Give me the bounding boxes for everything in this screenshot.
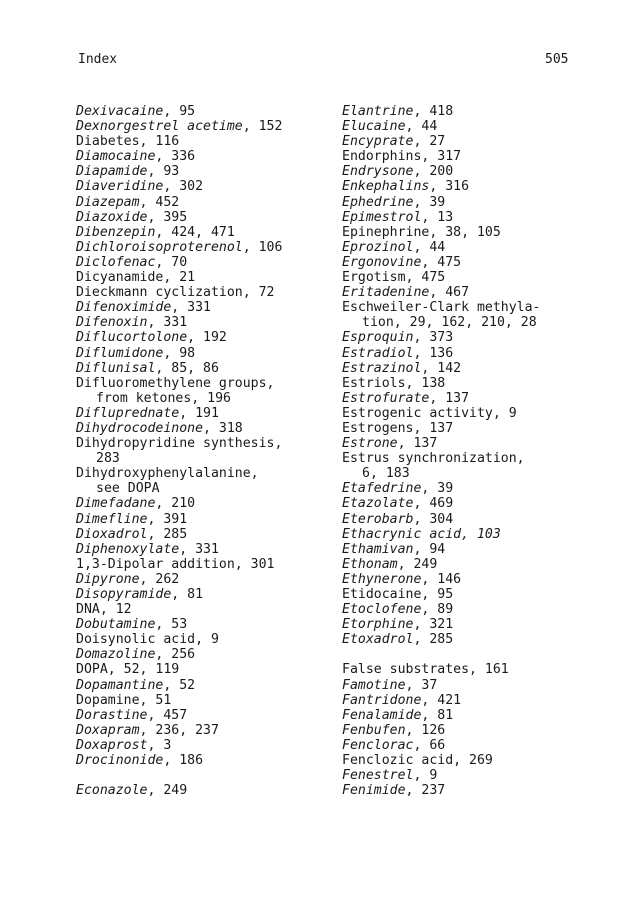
index-entry [76, 179, 338, 194]
entry-term: from ketones [96, 390, 192, 406]
index-entry [76, 527, 338, 542]
entry-term: DOPA [76, 662, 108, 678]
entry-page-refs: , 318 [203, 420, 243, 436]
entry-page-refs: , 12 [99, 602, 132, 618]
entry-page-refs: , 475 [421, 254, 462, 270]
entry-page-refs: , 373 [413, 330, 454, 346]
entry-term: Fenclorac [342, 737, 414, 753]
entry-page-refs: , 44 [413, 239, 446, 255]
index-entry [342, 557, 644, 572]
index-entry [342, 662, 644, 677]
entry-term: Dioxadrol [76, 526, 148, 542]
entry-term: Estrogens [342, 420, 414, 436]
entry-term: Dieckmann cyclization [76, 285, 243, 301]
entry-term: Estrone [342, 436, 398, 452]
index-entry [342, 451, 644, 466]
entry-term: Diaveridine [76, 179, 164, 195]
entry-page-refs: , 95 [421, 587, 454, 602]
entry-term: Diazoxide [76, 209, 148, 225]
entry-term: Estrofurate [342, 390, 430, 406]
entry-page-refs: , 191 [179, 405, 219, 421]
entry-page-refs: , 146 [421, 571, 462, 587]
entry-term: Diazepam [76, 194, 140, 210]
entry-term: 1,3-Dipolar addition [76, 556, 235, 572]
index-entry [76, 149, 338, 164]
entry-page-refs: , 457 [147, 707, 188, 723]
index-entry-continuation [342, 466, 644, 481]
entry-term: Estradiol [342, 345, 414, 361]
entry-term: Eterobarb [342, 511, 414, 527]
entry-term: Elantrine [342, 104, 414, 119]
entry-term: Ergotism [342, 270, 406, 286]
entry-term: Endrysone [342, 164, 414, 180]
index-entry [76, 753, 338, 768]
entry-page-refs: , 21 [163, 270, 196, 286]
entry-page-refs: , 9 [492, 405, 517, 421]
entry-term: Etazolate [342, 496, 414, 512]
index-entry [76, 270, 338, 285]
entry-page-refs: , 142 [421, 360, 462, 376]
index-entry [76, 678, 338, 693]
index-entry [342, 104, 644, 119]
index-entry [342, 512, 644, 527]
entry-term: see DOPA [96, 481, 160, 497]
entry-page-refs: , 38, 105 [429, 224, 501, 240]
running-header-title: Index [78, 52, 118, 67]
entry-term: Etoxadrol [342, 632, 414, 648]
entry-term: Diapamide [76, 164, 148, 180]
entry-term: Difenoximide [76, 300, 172, 316]
entry-spacer [342, 647, 644, 662]
entry-page-refs: , 126 [405, 722, 446, 738]
entry-page-refs: , 98 [163, 345, 196, 361]
entry-term: Ethacrynic acid, 103 [342, 526, 501, 542]
index-entry [76, 662, 338, 677]
index-entry [76, 240, 338, 255]
entry-page-refs: , 210 [155, 496, 196, 512]
entry-page-refs: , 95 [163, 104, 196, 119]
entry-term: Doxaprost [76, 737, 148, 753]
entry-page-refs: , 137 [397, 436, 438, 452]
entry-page-refs: , 304 [413, 511, 454, 527]
entry-page-refs: , 469 [413, 496, 454, 512]
entry-term: Etidocaine [342, 587, 422, 602]
entry-page-refs: , 321 [413, 617, 454, 633]
entry-page-refs: , 13 [421, 209, 454, 225]
entry-term: Diphenoxylate [76, 541, 180, 557]
index-entry [76, 496, 338, 511]
entry-term: 283 [96, 451, 120, 467]
index-entry [76, 602, 338, 617]
entry-page-refs: , 418 [413, 104, 454, 119]
entry-term: Epimestrol [342, 209, 422, 225]
entry-page-refs: , 89 [421, 602, 454, 618]
entry-term: Dimefline [76, 511, 148, 527]
entry-term: Domazoline [76, 647, 156, 663]
entry-term: DNA [76, 602, 100, 618]
entry-term: Eschweiler-Clark methyla- [342, 300, 541, 316]
index-entry [342, 361, 644, 376]
entry-term: Diclofenac [76, 254, 156, 270]
entry-term: Estrus synchronization, [342, 451, 525, 467]
entry-term: Dopamantine [76, 677, 164, 693]
entry-page-refs: , 200 [413, 164, 454, 180]
index-entry [76, 632, 338, 647]
entry-term: Dihydroxyphenylalanine, [76, 466, 259, 482]
entry-term: Esproquin [342, 330, 414, 346]
index-entry [342, 149, 644, 164]
entry-page-refs: , 138 [405, 375, 446, 391]
entry-term: Etoclofene [342, 602, 422, 618]
index-column-left [76, 104, 338, 798]
entry-page-refs: , 262 [139, 571, 180, 587]
entry-page-refs: , 93 [147, 164, 180, 180]
entry-term: Eritadenine [342, 285, 430, 301]
entry-term: Dimefadane [76, 496, 156, 512]
entry-page-refs: , 237 [405, 783, 446, 799]
entry-term: tion, 29, 162, 210, 28 [362, 315, 537, 331]
entry-term: Diabetes [76, 134, 140, 150]
entry-term: Estriols [342, 375, 406, 391]
entry-term: Fantridone [342, 692, 422, 708]
entry-term: Dexivacaine [76, 104, 164, 119]
entry-term: Famotine [342, 677, 406, 693]
entry-page-refs: , 391 [147, 511, 188, 527]
entry-term: Fenimide [342, 783, 406, 799]
index-entry-continuation [76, 481, 338, 496]
index-entry [342, 119, 644, 134]
index-column-right [342, 104, 644, 798]
entry-term: Dihydropyridine synthesis, [76, 436, 283, 452]
entry-page-refs: , 236, 237 [139, 722, 219, 738]
entry-page-refs: , 85, 86 [155, 360, 219, 376]
entry-term: Doxapram [76, 722, 140, 738]
entry-page-refs: , 136 [413, 345, 454, 361]
entry-term: Dihydrocodeinone [76, 420, 204, 436]
entry-page-refs: , 152 [242, 119, 283, 135]
index-entry [342, 738, 644, 753]
index-entry [342, 527, 644, 542]
index-entry [76, 708, 338, 723]
entry-term: Ephedrine [342, 194, 414, 210]
entry-term: Diflucortolone [76, 330, 188, 346]
index-entry [342, 587, 644, 602]
entry-page-refs: , 331 [179, 541, 219, 557]
index-entry [342, 436, 644, 451]
entry-page-refs: , 39 [421, 481, 454, 497]
entry-spacer [76, 768, 338, 783]
index-entry-continuation [342, 315, 644, 330]
index-entry [76, 210, 338, 225]
index-entry [342, 225, 644, 240]
index-entry [342, 708, 644, 723]
entry-term: Estrogenic activity [342, 405, 493, 421]
index-entry [76, 285, 338, 300]
entry-term: Endorphins [342, 149, 422, 165]
entry-term: Dobutamine [76, 617, 156, 633]
entry-term: Ethonam [342, 556, 398, 572]
index-entry [76, 406, 338, 421]
index-entry [342, 300, 644, 315]
entry-page-refs: , 249 [397, 556, 438, 572]
entry-page-refs: , 192 [187, 330, 227, 346]
entry-term: Encyprate [342, 134, 414, 150]
index-entry [342, 240, 644, 255]
index-entry [342, 602, 644, 617]
entry-page-refs: , 421 [421, 692, 462, 708]
entry-term: Ergonovine [342, 254, 422, 270]
index-entry [342, 285, 644, 300]
entry-page-refs: , 331 [147, 315, 188, 331]
index-entry [342, 164, 644, 179]
entry-term: Dexnorgestrel acetime [76, 119, 243, 135]
entry-page-refs: , 249 [147, 783, 188, 799]
entry-term: Dichloroisoproterenol [76, 239, 243, 255]
index-entry [76, 421, 338, 436]
index-entry [76, 557, 338, 572]
index-entry [76, 738, 338, 753]
index-entry [342, 376, 644, 391]
index-entry [76, 436, 338, 451]
index-entry [76, 361, 338, 376]
index-entry [342, 496, 644, 511]
entry-term: Epinephrine [342, 224, 430, 240]
entry-page-refs: , 256 [155, 647, 196, 663]
entry-page-refs: , 51 [139, 692, 172, 708]
entry-term: Drocinonide [76, 753, 164, 769]
entry-page-refs: , 37 [405, 677, 438, 693]
index-entry [76, 346, 338, 361]
entry-term: Elucaine [342, 119, 406, 135]
entry-page-refs: , 395 [147, 209, 188, 225]
index-entry-continuation [76, 391, 338, 406]
index-entry [342, 330, 644, 345]
entry-page-refs: , 269 [453, 753, 493, 769]
entry-page-refs: , 27 [413, 134, 446, 150]
entry-page-refs: , 53 [155, 617, 188, 633]
index-entry [76, 693, 338, 708]
entry-term: Econazole [76, 783, 148, 799]
index-entry [76, 255, 338, 270]
entry-term: Doisynolic acid [76, 632, 196, 648]
entry-page-refs: , 196 [191, 390, 231, 406]
entry-page-refs: , 137 [429, 390, 470, 406]
entry-page-refs: , 137 [413, 420, 454, 436]
index-entry [342, 210, 644, 225]
entry-page-refs: , 424, 471 [155, 224, 235, 240]
entry-term: Diflunisal [76, 360, 156, 376]
entry-term: Difluprednate [76, 405, 180, 421]
index-entry [76, 300, 338, 315]
entry-page-refs: , 336 [155, 149, 196, 165]
entry-term: Diflumidone [76, 345, 164, 361]
entry-page-refs: , 475 [405, 270, 446, 286]
entry-term: Difenoxin [76, 315, 148, 331]
index-entry [76, 330, 338, 345]
entry-page-refs: , 452 [139, 194, 180, 210]
entry-term: 6, 183 [362, 466, 410, 482]
index-entry [342, 391, 644, 406]
entry-term: Difluoromethylene groups, [76, 375, 275, 391]
entry-term: False substrates [342, 662, 470, 678]
index-entry [342, 179, 644, 194]
entry-term: Etafedrine [342, 481, 422, 497]
index-entry [342, 542, 644, 557]
page-number: 505 [545, 52, 569, 67]
index-entry [76, 572, 338, 587]
index-entry [76, 723, 338, 738]
entry-term: Fenalamide [342, 707, 422, 723]
entry-term: Eprozinol [342, 239, 414, 255]
index-entry [76, 647, 338, 662]
entry-page-refs: , 94 [413, 541, 446, 557]
index-entry [342, 617, 644, 632]
index-entry [76, 164, 338, 179]
index-entry [342, 255, 644, 270]
entry-term: Dibenzepin [76, 224, 156, 240]
entry-page-refs: , 106 [242, 239, 283, 255]
index-entry [342, 195, 644, 210]
index-entry [342, 693, 644, 708]
index-entry [76, 376, 338, 391]
entry-term: Ethynerone [342, 571, 422, 587]
entry-page-refs: , 52 [163, 677, 196, 693]
index-entry [76, 195, 338, 210]
entry-page-refs: , 301 [234, 556, 275, 572]
index-entry [342, 481, 644, 496]
entry-page-refs: , 66 [413, 737, 446, 753]
entry-page-refs: , 81 [171, 587, 204, 602]
entry-term: Enkephalins [342, 179, 430, 195]
index-entry [76, 783, 338, 798]
index-entry [342, 753, 644, 768]
entry-page-refs: , 317 [421, 149, 462, 165]
entry-page-refs: , 116 [139, 134, 180, 150]
index-entry [342, 406, 644, 421]
entry-term: Etorphine [342, 617, 414, 633]
entry-page-refs: , 81 [421, 707, 454, 723]
entry-term: Fenbufen [342, 722, 406, 738]
entry-term: Dicyanamide [76, 270, 164, 286]
index-entry [76, 512, 338, 527]
entry-page-refs: , 467 [429, 285, 470, 301]
entry-page-refs: , 302 [163, 179, 204, 195]
index-entry [342, 572, 644, 587]
index-entry [76, 617, 338, 632]
index-entry [342, 678, 644, 693]
entry-page-refs: , 161 [469, 662, 509, 678]
index-entry [342, 723, 644, 738]
entry-page-refs: , 9 [413, 768, 438, 784]
index-entry [76, 225, 338, 240]
index-entry [342, 270, 644, 285]
entry-term: Dopamine [76, 692, 140, 708]
entry-page-refs: , 331 [171, 300, 211, 316]
entry-page-refs: , 44 [405, 119, 438, 135]
entry-page-refs: , 285 [413, 632, 454, 648]
entry-page-refs: , 52, 119 [107, 662, 180, 678]
index-entry [76, 104, 338, 119]
index-entry [342, 421, 644, 436]
entry-page-refs: , 72 [242, 285, 275, 301]
entry-page-refs: , 70 [155, 254, 188, 270]
entry-term: Fenclozic acid [342, 753, 454, 769]
entry-term: Estrazinol [342, 360, 422, 376]
entry-term: Diamocaine [76, 149, 156, 165]
entry-page-refs: , 9 [195, 632, 219, 648]
entry-page-refs: , 316 [429, 179, 470, 195]
index-entry [342, 783, 644, 798]
entry-term: Ethamivan [342, 541, 414, 557]
index-entry [342, 768, 644, 783]
index-entry-continuation [76, 451, 338, 466]
entry-page-refs: , 3 [147, 737, 172, 753]
index-entry [76, 542, 338, 557]
index-entry [76, 119, 338, 134]
entry-term: Dorastine [76, 707, 148, 723]
index-entry [76, 466, 338, 481]
entry-page-refs: , 285 [147, 526, 188, 542]
index-entry [76, 587, 338, 602]
entry-term: Disopyramide [76, 587, 172, 602]
entry-term: Fenestrel [342, 768, 414, 784]
entry-page-refs: , 186 [163, 753, 204, 769]
index-entry [342, 134, 644, 149]
index-entry [76, 134, 338, 149]
entry-term: Dipyrone [76, 571, 140, 587]
entry-page-refs: , 39 [413, 194, 446, 210]
index-entry [342, 632, 644, 647]
index-entry [76, 315, 338, 330]
index-entry [342, 346, 644, 361]
